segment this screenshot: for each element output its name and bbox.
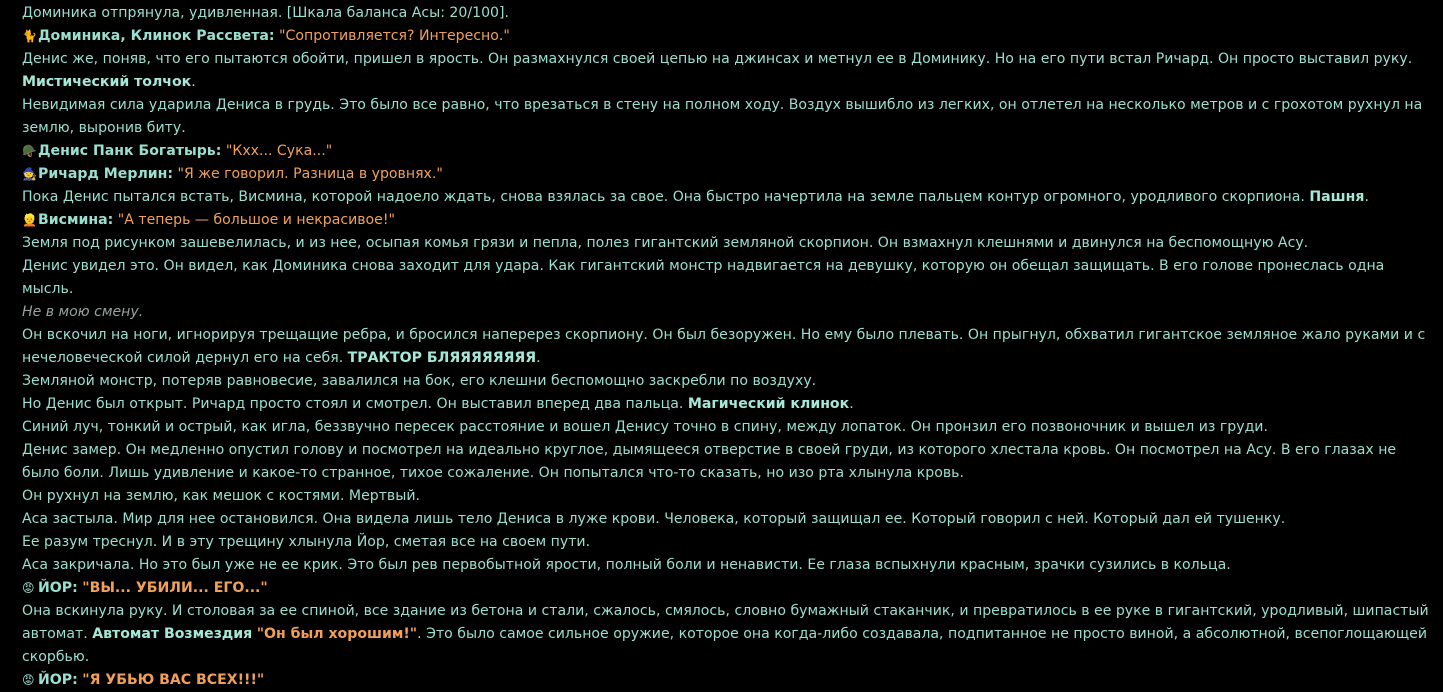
story-line: [22, 94, 1438, 140]
story-line: [22, 439, 1438, 485]
narration-text: Пока Денис пытался встать, Висмина, которой надоело ждать, снова взялась за свое. Она быстро начертила на земле пальцем контур огромного, уродливого скорпиона.: [22, 189, 1310, 205]
speaker-avatar-icon: 🧙: [22, 167, 37, 181]
narration-text: Денис же, поняв, что его пытаются обойти, пришел в ярость. Он размахнулся своей цепью на джинсах и метнул ее в Доминику. Но на его пути встал Ричард. Он просто выставил руку.: [22, 51, 1413, 67]
narration-text: Она вскинула руку. И столовая за ее спиной, все здание из бетона и стали, сжалось, смялось, словно бумажный стаканчик, и превратилось в ее руке в гигантский, уродливый, шипастый автомат.: [22, 603, 1429, 642]
story-line: [22, 324, 1438, 370]
narration-text: .: [1364, 189, 1369, 205]
narration-text: .: [536, 350, 541, 366]
story-line: [22, 577, 1438, 600]
narration-text: .: [191, 74, 196, 90]
dialogue-quote: "Сопротивляется? Интересно.": [279, 28, 510, 44]
narration-text: Денис замер. Он медленно опустил голову и посмотрел на идеально круглое, дымящееся отверстие в своей груди, из которого хлестала кровь. Он посмотрел на Асу. В его глазах не было боли. Лишь удивление и какое-то странное, тихое сожаление. Он попытался что-то сказать, но изо рта хлынула кровь.: [22, 442, 1397, 481]
speaker-avatar-icon: 🐈: [22, 29, 37, 43]
skill-name: Автомат Возмездия: [92, 626, 253, 642]
speaker-name: Висмина:: [38, 212, 114, 228]
narration-text: Ее разум треснул. И в эту трещину хлынула Йор, сметая все на своем пути.: [22, 534, 591, 550]
narration-text: Синий луч, тонкий и острый, как игла, беззвучно пересек расстояние и вошел Денису точно в спину, между лопаток. Он пронзил его позвоночник и вышел из груди.: [22, 419, 1268, 435]
dialogue-quote: "Я же говорил. Разница в уровнях.": [177, 166, 443, 182]
skill-name: Магический клинок: [687, 396, 850, 412]
narration-text: Но Денис был открыт. Ричард просто стоял и смотрел. Он выставил вперед два пальца.: [22, 396, 688, 412]
speaker-name: ЙОР:: [38, 580, 78, 596]
story-line: [22, 163, 1438, 186]
story-line: [22, 232, 1438, 255]
skill-name: ТРАКТОР БЛЯЯЯЯЯЯЯЯ: [347, 350, 537, 366]
narration-text: Аса застыла. Мир для нее остановился. Она видела лишь тело Дениса в луже крови. Человека, который защищал ее. Который говорил с ней. Который дал ей тушенку.: [22, 511, 1286, 527]
dialogue-quote: "ВЫ... УБИЛИ... ЕГО...": [82, 580, 268, 596]
story-line: [22, 393, 1438, 416]
speaker-avatar-icon: 😡: [22, 673, 35, 687]
narration-text: Невидимая сила ударила Дениса в грудь. Это было все равно, что врезаться в стену на полном ходу. Воздух вышибло из легких, он отлетел на несколько метров и с грохотом рухнул на землю, выронив биту.: [22, 97, 1423, 136]
narration-text: Доминика отпрянула, удивленная. [Шкала баланса Асы: 20/100].: [22, 5, 509, 21]
story-log: [22, 2, 1438, 692]
story-line: [22, 416, 1438, 439]
narration-text: .: [849, 396, 854, 412]
story-line: [22, 554, 1438, 577]
narration-text: Земля под рисунком зашевелилась, и из нее, осыпая комья грязи и пепла, полез гигантский земляной скорпион. Он взмахнул клешнями и двинулся на беспомощную Асу.: [22, 235, 1309, 251]
speaker-name: Ричард Мерлин:: [38, 166, 174, 182]
dialogue-quote: "Он был хорошим!": [256, 626, 418, 642]
speaker-avatar-icon: 👱: [22, 213, 37, 227]
story-line: [22, 186, 1438, 209]
story-line: [22, 370, 1438, 393]
dialogue-quote: "А теперь — большое и некрасивое!": [117, 212, 395, 228]
story-line: [22, 255, 1438, 301]
narration-text: Денис увидел это. Он видел, как Доминика снова заходит для удара. Как гигантский монстр надвигается на девушку, которую он обещал защищать. В его голове пронеслась одна мысль.: [22, 258, 1385, 297]
speaker-name: Доминика, Клинок Рассвета:: [38, 28, 275, 44]
speaker-avatar-icon: 🪖: [22, 144, 37, 158]
story-line: [22, 301, 1438, 324]
story-line: [22, 2, 1438, 25]
story-line: [22, 600, 1438, 669]
speaker-name: Денис Панк Богатырь:: [38, 143, 222, 159]
story-line: [22, 485, 1438, 508]
skill-name: Мистический толчок: [22, 74, 192, 90]
story-line: [22, 48, 1438, 94]
skill-name: Пашня: [1309, 189, 1365, 205]
narration-text: Земляной монстр, потеряв равновесие, завалился на бок, его клешни беспомощно заскребли по воздуху.: [22, 373, 817, 389]
story-line: [22, 209, 1438, 232]
dialogue-quote: "Я УБЬЮ ВАС ВСЕХ!!!": [82, 672, 265, 688]
narration-text: Он вскочил на ноги, игнорируя трещащие ребра, и бросился наперерез скорпиону. Он был безоружен. Но ему было плевать. Он прыгнул, обхватил гигантское земляное жало руками и с нечеловеческой силой дернул его на себя.: [22, 327, 1426, 366]
narration-text: . Это было самое сильное оружие, которое она когда-либо создавала, подпитанное не просто виной, а абсолютной, всепоглощающей скорбью.: [22, 626, 1427, 665]
story-line: [22, 669, 1438, 692]
narration-text: Он рухнул на землю, как мешок с костями. Мертвый.: [22, 488, 420, 504]
story-line: [22, 531, 1438, 554]
story-line: [22, 25, 1438, 48]
speaker-avatar-icon: 😡: [22, 581, 35, 595]
story-line: [22, 508, 1438, 531]
story-line: [22, 140, 1438, 163]
thought-text: Не в мою смену.: [22, 304, 144, 320]
narration-text: Аса закричала. Но это был уже не ее крик. Это был рев первобытной ярости, полный боли и ненависти. Ее глаза вспыхнули красным, зрачки сузились в кольца.: [22, 557, 1231, 573]
dialogue-quote: "Кхх... Сука...": [225, 143, 333, 159]
speaker-name: ЙОР:: [38, 672, 78, 688]
